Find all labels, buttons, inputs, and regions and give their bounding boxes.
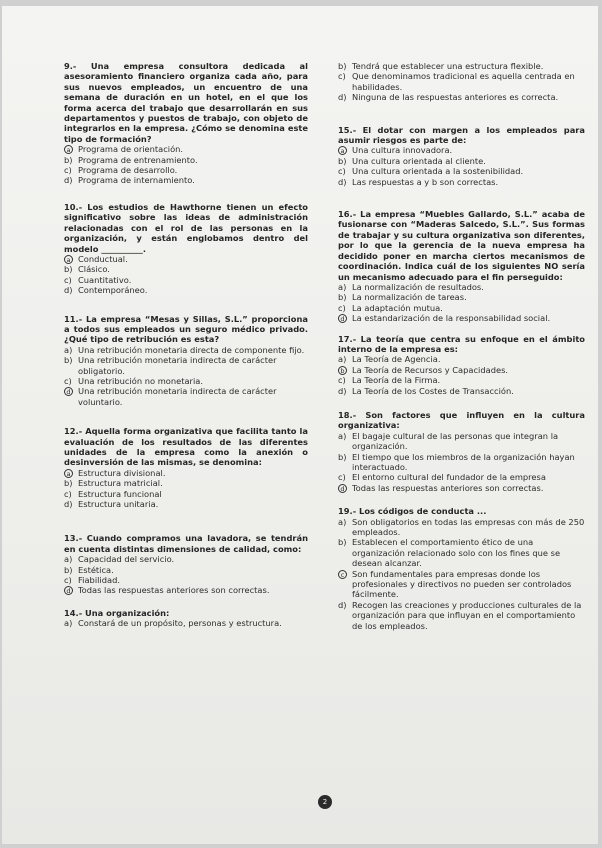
question-14-continued (338, 61, 585, 103)
option-letter: b) (64, 355, 73, 366)
option-text: Que denominamos tradicional es aquella centrada en habilidades. (352, 71, 575, 92)
option-letter: d) (338, 385, 347, 396)
answer-option (64, 575, 308, 585)
question-text: 10.- Los estudios de Hawthorne tienen un efecto significativo sobre las ideas de administración relacionadas con el rol de las personas en la organización, y están englobamos dentro del modelo __________. (64, 201, 308, 254)
answer-option (64, 585, 308, 595)
question-text: 16.- La empresa “Muebles Gallardo, S.L.” acaba de fusionarse con “Maderas Salcedo, S.L.”. Sus formas de trabajar y su cultura organizativa son diferentes, por lo que la gerencia de la nueva empresa ha decidido poner en marcha ciertos mecanismos de coordinación. Indica cuál de los siguientes NO sería un mecanismo adecuado para el fin perseguido: (338, 209, 585, 282)
option-letter: b) (338, 451, 347, 462)
option-letter: a (64, 255, 73, 264)
option-text: Una cultura innovadora. (352, 145, 453, 156)
option-letter: d (64, 586, 73, 595)
answer-option (338, 71, 585, 92)
option-text: Programa de internamiento. (78, 175, 195, 186)
answer-option (64, 264, 308, 274)
circled-answer-mark (338, 483, 352, 493)
option-letter: a) (338, 281, 347, 292)
answer-option (64, 144, 308, 154)
option-letter: a) (64, 554, 73, 565)
answer-option (338, 61, 585, 71)
answer-option (64, 275, 308, 285)
answer-option (338, 313, 585, 323)
option-letter: d) (338, 92, 347, 103)
option-letter: c) (64, 375, 72, 386)
circled-answer-mark (338, 145, 352, 155)
question-text: 12.- Aquella forma organizativa que facilita tanto la evaluación de los resultados de las diferentes unidades de la empresa como la anexión o desinversión de las mismas, se denomina: (64, 426, 308, 468)
circled-answer-mark (338, 313, 352, 323)
answer-option (338, 156, 585, 166)
option-text: Una cultura orientada al cliente. (352, 155, 486, 166)
answer-option (64, 355, 308, 376)
answer-option (64, 285, 308, 295)
answer-option (338, 92, 585, 102)
option-letter: c) (338, 71, 346, 82)
circled-answer-mark (338, 365, 352, 375)
answer-option (338, 537, 585, 568)
option-letter: b) (64, 478, 73, 489)
circled-answer-mark (64, 468, 78, 478)
option-letter: b) (338, 61, 347, 71)
option-text: Son fundamentales para empresas donde los profesionales y directivos no pueden ser controlados fácilmente. (352, 568, 572, 600)
answer-option (338, 282, 585, 292)
option-text: Una retribución monetaria indirecta de carácter voluntario. (78, 386, 277, 407)
option-letter: b (338, 366, 347, 375)
option-text: Ninguna de las respuestas anteriores es correcta. (352, 92, 559, 103)
option-letter: b) (338, 292, 347, 303)
option-text: Programa de orientación. (78, 144, 184, 155)
option-text: Una retribución monetaria indirecta de carácter obligatorio. (78, 355, 277, 376)
question-14 (64, 608, 308, 629)
option-text: Las respuestas a y b son correctas. (352, 176, 499, 187)
question-13 (64, 533, 308, 595)
option-letter: a (64, 469, 73, 478)
option-text: Estructura matricial. (78, 478, 163, 489)
option-letter: b) (64, 564, 73, 575)
answer-option (64, 554, 308, 564)
answer-option (64, 165, 308, 175)
answer-option (64, 386, 308, 407)
circled-answer-mark (64, 386, 78, 396)
option-text: Capacidad del servicio. (78, 554, 175, 565)
answer-option (64, 499, 308, 509)
option-letter: c (338, 570, 347, 579)
answer-option (64, 254, 308, 264)
question-18 (338, 410, 585, 493)
option-letter: a (338, 146, 347, 155)
option-letter: a) (64, 344, 73, 355)
answer-option (338, 354, 585, 364)
option-text: Estructura funcional (78, 488, 162, 499)
option-text: Una retribución no monetaria. (78, 375, 203, 386)
option-text: Programa de desarrollo. (78, 165, 178, 176)
option-letter: d (64, 387, 73, 396)
exam-page (2, 6, 598, 844)
option-text: Todas las respuestas anteriores son correctas. (78, 585, 270, 596)
answer-option (64, 618, 308, 628)
answer-option (338, 517, 585, 538)
option-letter: a) (338, 516, 347, 527)
option-text: Una retribución monetaria directa de componente fijo. (78, 344, 305, 355)
option-letter: d (338, 314, 347, 323)
option-letter: d) (338, 599, 347, 610)
answer-option (64, 175, 308, 185)
option-letter: b) (338, 155, 347, 166)
option-text: Fiabilidad. (78, 575, 120, 586)
answer-option (338, 177, 585, 187)
page-number: 2 (318, 795, 332, 809)
option-letter: c) (338, 472, 346, 483)
question-10 (64, 202, 308, 296)
option-letter: c) (64, 575, 72, 586)
option-letter: c) (64, 488, 72, 499)
option-text: Establecen el comportamiento ético de una organización relacionado solo con los fines que se desean alcanzar. (352, 537, 561, 569)
answer-option (64, 478, 308, 488)
circled-answer-mark (64, 254, 78, 264)
question-text: 11.- La empresa “Mesas y Sillas, S.L.” proporciona a todos sus empleados un seguro médico privado. ¿Qué tipo de retribución es esta? (64, 313, 308, 345)
answer-option (338, 365, 585, 375)
circled-answer-mark (64, 585, 78, 595)
question-17 (338, 334, 585, 396)
option-text: Recogen las creaciones y producciones culturales de la organización para que influyan en el comportamiento de los empleados. (352, 599, 582, 631)
option-text: La adaptación mutua. (352, 302, 443, 313)
option-letter: d) (64, 175, 73, 186)
answer-option (338, 303, 585, 313)
option-text: Estructura unitaria. (78, 499, 159, 510)
option-letter: a) (338, 430, 347, 441)
option-letter: d) (338, 176, 347, 187)
answer-option (338, 375, 585, 385)
option-text: Constará de un propósito, personas y estructura. (78, 618, 282, 629)
option-letter: c) (338, 375, 346, 386)
option-letter: d) (64, 499, 73, 510)
question-text: 14.- Una organización: (64, 607, 170, 618)
option-text: El tiempo que los miembros de la organización hayan interactuado. (352, 451, 575, 472)
option-letter: d (338, 484, 347, 493)
question-text: 15.- El dotar con margen a los empleados para asumir riesgos es parte de: (338, 124, 585, 146)
question-text: 19.- Los códigos de conducta ... (338, 506, 487, 517)
option-letter: a (64, 145, 73, 154)
answer-option (338, 386, 585, 396)
option-letter: b) (338, 537, 347, 548)
question-9 (64, 61, 308, 186)
option-text: Contemporáneo. (78, 285, 148, 296)
left-column (64, 61, 308, 640)
option-text: Conductual. (78, 253, 128, 264)
option-letter: b) (64, 264, 73, 275)
option-text: La Teoría de Agencia. (352, 354, 441, 365)
question-16 (338, 209, 585, 323)
answer-option (64, 489, 308, 499)
question-text: 13.- Cuando compramos una lavadora, se tendrán en cuenta distintas dimensiones de calidad, como: (64, 533, 308, 554)
option-letter: c) (338, 302, 346, 313)
answer-option (338, 483, 585, 493)
answer-option (338, 569, 585, 600)
question-text: 18.- Son factores que influyen en la cultura organizativa: (338, 409, 585, 431)
answer-option (338, 292, 585, 302)
answer-option (338, 145, 585, 155)
option-text: La Teoría de Recursos y Capacidades. (352, 364, 509, 375)
question-12 (64, 426, 308, 509)
option-letter: c) (338, 166, 346, 177)
option-text: Estética. (78, 564, 114, 575)
option-text: Estructura divisional. (78, 467, 166, 478)
option-text: La normalización de resultados. (352, 281, 484, 292)
answer-option (64, 565, 308, 575)
answer-option (338, 452, 585, 473)
answer-option (64, 155, 308, 165)
question-11 (64, 314, 308, 408)
answer-option (338, 166, 585, 176)
option-text: El entorno cultural del fundador de la empresa (352, 472, 546, 483)
answer-option (338, 472, 585, 482)
option-text: Tendrá que establecer una estructura flexible. (352, 61, 544, 71)
question-19 (338, 506, 585, 631)
option-letter: c) (64, 165, 72, 176)
circled-answer-mark (338, 569, 352, 579)
option-text: La estandarización de la responsabilidad social. (352, 313, 551, 324)
question-15 (338, 125, 585, 187)
option-text: Una cultura orientada a la sostenibilidad. (352, 166, 524, 177)
option-text: La Teoría de la Firma. (352, 375, 441, 386)
option-text: Son obligatorios en todas las empresas con más de 250 empleados. (352, 516, 585, 538)
option-text: La Teoría de los Costes de Transacción. (352, 385, 514, 396)
option-letter: d) (64, 285, 73, 296)
answer-option (338, 600, 585, 631)
option-letter: c) (64, 274, 72, 285)
question-text: 9.- Una empresa consultora dedicada al asesoramiento financiero organiza cada año, para sus nuevos empleados, un encuentro de una semana de duración en un hotel, en el que los forma acerca del trabajo que desarrollarán en sus departamentos y puestos de trabajo, con objeto de integrarlos en la empresa. ¿Cómo se denomina este tipo de formación? (64, 61, 308, 144)
option-letter: a) (64, 618, 73, 629)
answer-option (64, 468, 308, 478)
option-text: La normalización de tareas. (352, 292, 467, 303)
right-column (338, 61, 585, 642)
option-text: Clásico. (78, 264, 110, 275)
option-text: El bagaje cultural de las personas que integran la organización. (352, 430, 559, 452)
option-letter: a) (338, 354, 347, 365)
answer-option (64, 345, 308, 355)
question-text: 17.- La teoría que centra su enfoque en el ámbito interno de la empresa es: (338, 333, 585, 354)
answer-option (338, 431, 585, 452)
option-text: Programa de entrenamiento. (78, 154, 198, 165)
option-text: Cuantitativo. (78, 274, 132, 285)
option-letter: b) (64, 154, 73, 165)
option-text: Todas las respuestas anteriores son correctas. (352, 482, 544, 493)
answer-option (64, 376, 308, 386)
circled-answer-mark (64, 144, 78, 154)
